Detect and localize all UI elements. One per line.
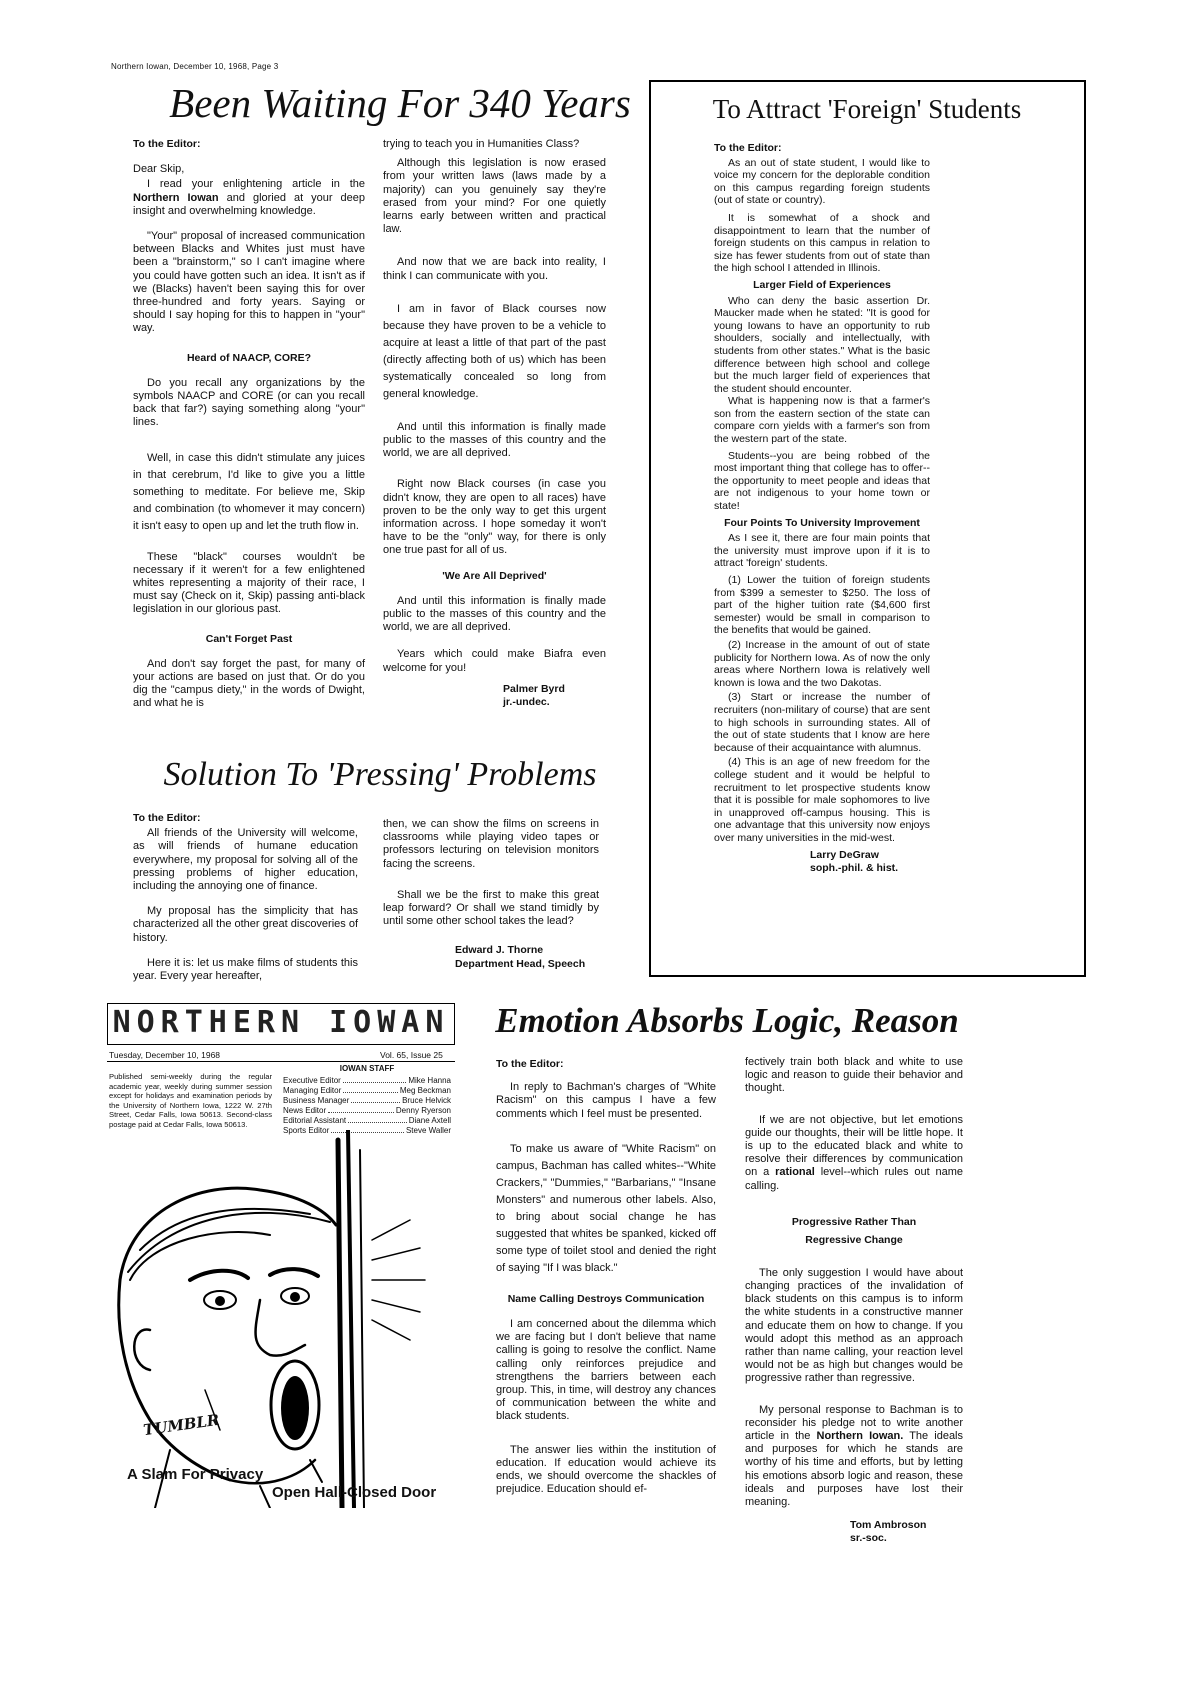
letter4-p3: I am concerned about the dilemma which we are facing but I don't believe that name calling is going to resolve the conflict. Name calling only reinforces prejudice and strengthens the barriers between each group. This, in time, will destroy any chances of communication between the white and black students. <box>496 1318 716 1423</box>
letter1-p1: I read your enlightening article in the Northern Iowan and gloried at your deep insight and overwhelming knowledge. <box>133 178 365 217</box>
letter1-salutation: Dear Skip, <box>133 163 185 176</box>
letter4-p2: To make us aware of "White Racism" on campus, Bachman has called whites--"White Crackers," "Dummies," "Barbarians," "Insane Monsters" and numerous other labels. Also, to bring about social change he has suggested that whites be spanked, kicked off some type of toilet stool and denied the right of saying "If I was black." <box>496 1142 716 1274</box>
letter1-p4: Well, in case this didn't stimulate any juices in that cerebrum, I'd like to give you a little something to meditate. For believe me, Skip and combination (to whomever it may concern) it isn't easy to open up and let the truth flow in. <box>133 451 365 532</box>
letter3-headline: Solution To 'Pressing' Problems <box>163 756 597 793</box>
letter2-p8: (2) Increase in the amount of out of state publicity for Northern Iowa. As of now the only areas where Northern Iowa is relatively well known is Iowa and the two Dakotas. <box>714 638 930 689</box>
letter3-p4: then, we can show the films on screens in classrooms while playing video tapes or professors lecturing on television monitors facing the screens. <box>383 818 599 870</box>
letter1-p11: And until this information is finally made public to the masses of this country and the world, we are all deprived. <box>383 420 606 460</box>
staff-line: News Editor Denny Ryerson <box>283 1106 451 1115</box>
letter4-p1: In reply to Bachman's charges of "White Racism" on this campus I have a few comments which I feel must be presented. <box>496 1081 716 1120</box>
masthead-rule <box>107 1061 455 1062</box>
letter2-p4: What is happening now is that a farmer's son from the eastern section of the state can compare corn yields with a farmer's son from the western part of the state. <box>714 395 930 446</box>
cartoon-illustration <box>110 1130 460 1508</box>
cartoon-caption-right: Open Hall-Closed Door <box>272 1484 437 1501</box>
letter3-p3: Here it is: let us make films of students this year. Every year hereafter, <box>133 956 358 983</box>
masthead-volume: Vol. 65, Issue 25 <box>380 1050 443 1060</box>
staff-line: Sports Editor Steve Waller <box>283 1126 451 1135</box>
letter1-signature-class: jr.-undec. <box>503 696 550 709</box>
letter2-sub1: Larger Field of Experiences <box>753 278 891 291</box>
staff-line: Managing Editor Meg Beckman <box>283 1086 451 1095</box>
masthead-staff-list <box>283 1076 451 1136</box>
letter1-p7: trying to teach you in Humanities Class? <box>383 138 580 150</box>
letter4-col2 <box>745 1056 963 1546</box>
letter1-p10: I am in favor of Black courses now because they have proven to be a vehicle to acquire at least a little of that part of the past (directly affecting both of us) which has been systematically concealed so long from general knowledge. <box>383 302 606 400</box>
letter4-p8: My personal response to Bachman is to reconsider his pledge not to write another article in the Northern Iowan. The ideals and purposes for which he stands are worthy of his time and efforts, but by letting his emotions absorb logic and reason, these ideals and purposes have lost their meaning. <box>745 1403 963 1509</box>
letter4-p7: The only suggestion I would have about changing practices of the invalidation of black students on this campus is to inform the white students in a constructive manner and educate them on how to change. If you would adopt this method as an approach rather than name calling, your reaction level would not be as high but changes would be progressive rather than regressive. <box>745 1266 963 1385</box>
letter2-p3: Who can deny the basic assertion Dr. Maucker made when he stated: "It is good for young Iowans to have an opportunity to rub shoulders, socially and intellectually, with students from other states." What is the basic difference between high school and college but the much larger field of experiences that the student should encounter. <box>714 294 930 395</box>
cartoon-signature: TUMBLR <box>142 1410 221 1440</box>
letter4-to: To the Editor: <box>496 1058 564 1070</box>
letter1-signature: Palmer Byrd <box>503 682 565 695</box>
letter1-p8: Although this legislation is now erased from your written laws (laws made by a majority) can you genuinely say they're erased from your mind? For one quietly learns early between written and practical law. <box>383 157 606 236</box>
letter3-signature: Edward J. Thorne <box>455 944 544 957</box>
letter4-p5: fectively train both black and white to use logic and reason to guide their behavior and thought. <box>745 1056 963 1095</box>
letter3-col1 <box>133 812 358 995</box>
letter3-to: To the Editor: <box>133 812 201 824</box>
letter1-p2: "Your" proposal of increased communication between Blacks and Whites just must have been a "brainstorm," so I can't imagine where you could have gotten such an idea. It isn't as if we (Blacks) haven't been saying this for over three-hundred and forty years. Saying or should I say hoping for this to happen in "your" way. <box>133 230 365 335</box>
letter1-col1 <box>133 138 365 723</box>
letter2-p7: (1) Lower the tuition of foreign students from $399 a semester to $250. The loss of part of the higher tuition rate ($4,600 first semester) would be small in comparison to the benefits that would be gained. <box>714 574 930 637</box>
letter1-headline: Been Waiting For 340 Years <box>169 80 631 126</box>
letter1-p13: And until this information is finally made public to the masses of this country and the world, we are all deprived. <box>383 594 606 634</box>
cartoon-caption-left: A Slam For Privacy <box>127 1466 264 1483</box>
letter4-p4: The answer lies within the institution of education. If education would achieve its ends, we should overcome the shackles of prejudice. Education should ef- <box>496 1443 716 1496</box>
letter1-p12: Right now Black courses (in case you didn't know, they are open to all races) have proven to be the only way to get this urgent information across. I hope someday it won't have to be the "only" way, for there is only one true past for all of us. <box>383 478 606 557</box>
staff-line: Editorial Assistant Diane Axtell <box>283 1116 451 1125</box>
letter2-headline: To Attract 'Foreign' Students <box>712 94 1022 124</box>
letter1-sub3: 'We Are All Deprived' <box>442 569 547 582</box>
letter4-signature: Tom Ambroson <box>850 1519 927 1532</box>
letter1-p3: Do you recall any organizations by the symbols NAACP and CORE (or can you recall back that far?) saying something along "your" lines. <box>133 376 365 429</box>
letter4-signature-class: sr.-soc. <box>850 1532 887 1545</box>
staff-line: Business Manager Bruce Helvick <box>283 1096 451 1105</box>
letter3-p2: My proposal has the simplicity that has characterized all the other great discoveries of history. <box>133 905 359 944</box>
page-folio: Northern Iowan, December 10, 1968, Page 3 <box>111 62 279 71</box>
letter1-sub2: Can't Forget Past <box>205 632 293 645</box>
letter1-sub1: Heard of NAACP, CORE? <box>186 351 312 364</box>
letter1-p14: Years which could make Biafra even welcome for you! <box>383 648 606 674</box>
letter2-p10: (4) This is an age of new freedom for the college student and it would be helpful to recruitment to let prospective students know that it is possible for male sophomores to live in unapproved off-campus housing. This is one advantage that this university now enjoys over many universities in the mid-west. <box>714 756 930 844</box>
letter3-signature-title: Department Head, Speech <box>455 957 586 970</box>
staff-line: Executive Editor Mike Hanna <box>283 1076 451 1085</box>
letter2-signature-class: soph.-phil. & hist. <box>810 862 899 875</box>
letter2-col <box>714 142 930 875</box>
letter4-headline: Emotion Absorbs Logic, Reason <box>495 1001 959 1040</box>
letter2-to: To the Editor: <box>714 142 782 154</box>
masthead-staff-title: IOWAN STAFF <box>339 1064 395 1073</box>
letter1-p9: And now that we are back into reality, I think I can communicate with you. <box>383 256 606 282</box>
letter2-p1: As an out of state student, I would like to voice my concern for the deplorable condition on this campus regarding foreign students (out of state or country). <box>714 156 930 207</box>
letter2-signature: Larry DeGraw <box>810 849 879 862</box>
letter4-sub1: Name Calling Destroys Communication <box>507 1292 705 1305</box>
letter4-p6: If we are not objective, but let emotions guide our thoughts, their will be little hope. It is up to the educated black and white to resolve their differences by communication on a rational level--which rules out name calling. <box>745 1113 964 1192</box>
letter2-p5: Students--you are being robbed of the most important thing that college has to offer--the opportunity to meet people and ideas that are not indigenous to your home town or state! <box>714 449 930 513</box>
letter1-p6: And don't say forget the past, for many of your actions are based on just that. Or do you dig the "campus diety," in the words of Dwight, and what he is <box>133 657 365 710</box>
masthead-date: Tuesday, December 10, 1968 <box>109 1050 221 1060</box>
letter1-col2 <box>383 138 606 709</box>
letter2-p2: It is somewhat of a shock and disappointment to learn that the number of foreign students on this campus in relation to size has fewer students from out of state than the high school I attended in Illinois. <box>714 211 930 275</box>
letter2-sub2: Four Points To University Improvement <box>724 516 920 529</box>
masthead-publish-info: Published semi-weekly during the regular academic year, weekly during summer session except for holidays and examination periods by the University of Northern Iowa, 1222 W. 27th Street, Cedar Falls, Iowa 50613. Second-class postage paid at Cedar Falls, Iowa 50613. <box>109 1072 272 1129</box>
letter1-to: To the Editor: <box>133 138 201 150</box>
letter3-p1: All friends of the University will welcome, as will friends of humane education everywhere, my proposal for solving all of the pressing problems of higher education, including the annoying one of finance. <box>133 827 358 893</box>
masthead-logo: NORTHERN IOWAN <box>107 1003 455 1045</box>
letter2-p6: As I see it, there are four main points that the university must improve upon if it is to attract 'foreign' students. <box>714 532 930 570</box>
letter4-sub2: Progressive Rather Than Regressive Change <box>791 1215 917 1246</box>
letter4-col1 <box>496 1058 716 1508</box>
letter3-col2 <box>383 818 599 971</box>
letter2-p9: (3) Start or increase the number of recruiters (non-military of course) that are sent to high schools in surrounding states. All of the out of state students that I know are here because of their acquaintance with alumnus. <box>714 691 930 754</box>
letter3-p5: Shall we be the first to make this great leap forward? Or shall we stand timidly by until some other school takes the lead? <box>383 888 599 928</box>
letter1-p5: These "black" courses wouldn't be necessary if it weren't for a few enlightened whites representing a majority of their race, I must say (Check on it, Skip) passing anti-black legislation in our glorious past. <box>133 550 365 616</box>
